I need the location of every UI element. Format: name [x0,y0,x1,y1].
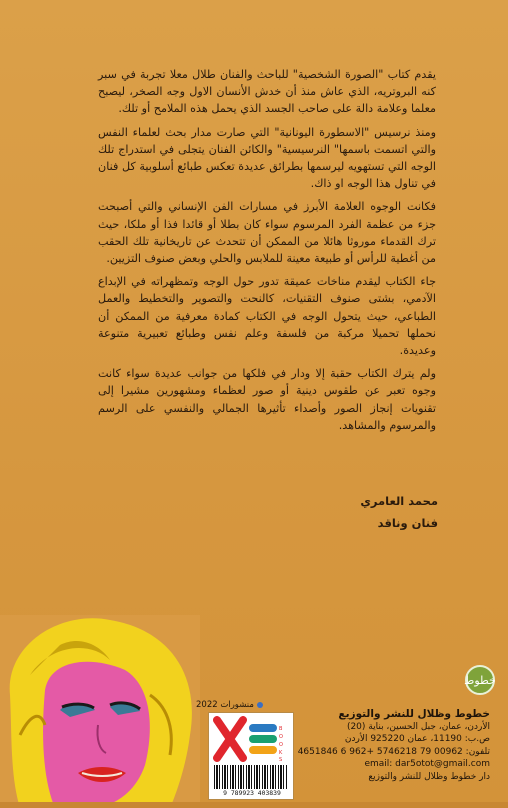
publisher-info [285,708,490,784]
publisher-logo-icon [465,665,495,695]
bullet-icon [257,702,263,708]
paragraph: فكانت الوجوه العلامة الأبرز في مسارات الفن الإنساني والتي أصبحت جزء من عظمة الفرد المرسوم سواء كان بطلا أو قائدا فذا أو ملكا، حيث ترك القدماء موروثا هائلا من الممكن أن تتحدث عن تاريخانية تلك الحقب من أغطية للرأس أو طبيعة معينة للملابس والحلي وبعض صنوف التزيين. [98,200,436,266]
paragraph: جاء الكتاب ليقدم مناخات عميقة تدور حول الوجه وتمظهراته في الإبداع الآدمي، بشتى صنوف التقنيات، كالنحت والتصوير والتخطيط والعمل الطباعي، حيث يتحول الوجه في الكتاب كمادة معرفية من الممكن أن نحملها تحميلا مركبة من فلسفة وعلم نفس وطبائع تعبيرية متنوعة وعديدة. [98,275,436,358]
author-title: فنان وناقد [377,516,438,530]
isbn-number: 9 789923 403839 [223,789,281,797]
paragraph: يقدم كتاب "الصورة الشخصية" للباحث والفنان طلال معلا تجربة في سبر كنه البروتريه، الذي عاش منذ أن خدش الأنسان الاول وجه الصخر، ليصبح معلما وعلامة دالة على صاحب الجسد الذي يحمل هذه الملامح أو تلك. [98,68,436,116]
svg-text:S: S [279,757,283,762]
publication-year [196,700,263,710]
isbn-barcode [208,712,294,800]
publisher-phone: تلفون: 00962 79 5746218 +962 6 4651846 [297,746,490,757]
barcode-lines [214,765,288,789]
pop-art-portrait [0,615,200,808]
author-name: محمد العامري [360,494,438,508]
blurb-text [98,66,436,440]
publisher-footer: دار خطوط وظلال للنشر والتوزيع [368,771,490,782]
paragraph: ومنذ نرسيس "الاسطورة اليونانية" التي صارت مدار بحث لعلماء النفس والتي اتسمت باسمها" النرسيسية" والكائن الفنان يتجلى في استدراج تلك الوجه التي تستهويه ليرسمها بطرائق عديدة تعكس طبائع أسلوبية كل فنان في تناول هذا الوجه او ذاك. [98,125,436,191]
brand-mark: B [279,726,283,732]
publisher-address: الأردن، عمان، جبل الحسين، بناية (20) [346,721,490,732]
x-books-logo-icon [213,716,289,762]
svg-text:O: O [279,742,283,748]
svg-text:K: K [279,750,283,756]
year-label: منشورات 2022 [196,700,254,710]
svg-text:O: O [279,734,283,740]
portrait-illustration [0,615,200,808]
publisher-name: خطوط وظلال للنشر والتوزيع [338,708,490,720]
author-signature [360,492,438,536]
logo-text: خطوط [464,673,496,687]
paragraph: ولم يترك الكتاب حقبة إلا ودار في فلكها من جوانب عديدة سواء كانت وجوه تعبر عن طقوس دينية أو صور لعظماء ومشهورين مشيرا إلى تقنويات إنجاز الصور وأصداء تأثيرها الجمالي والنفسي على الرسم والمرسوم والمشاهد. [98,367,436,432]
bottom-edge [0,802,508,808]
publisher-pobox: ص.ب: 11190، عمان 925220 الأردن [344,734,490,745]
publisher-email: email: dar5otot@gmail.com [364,759,490,770]
